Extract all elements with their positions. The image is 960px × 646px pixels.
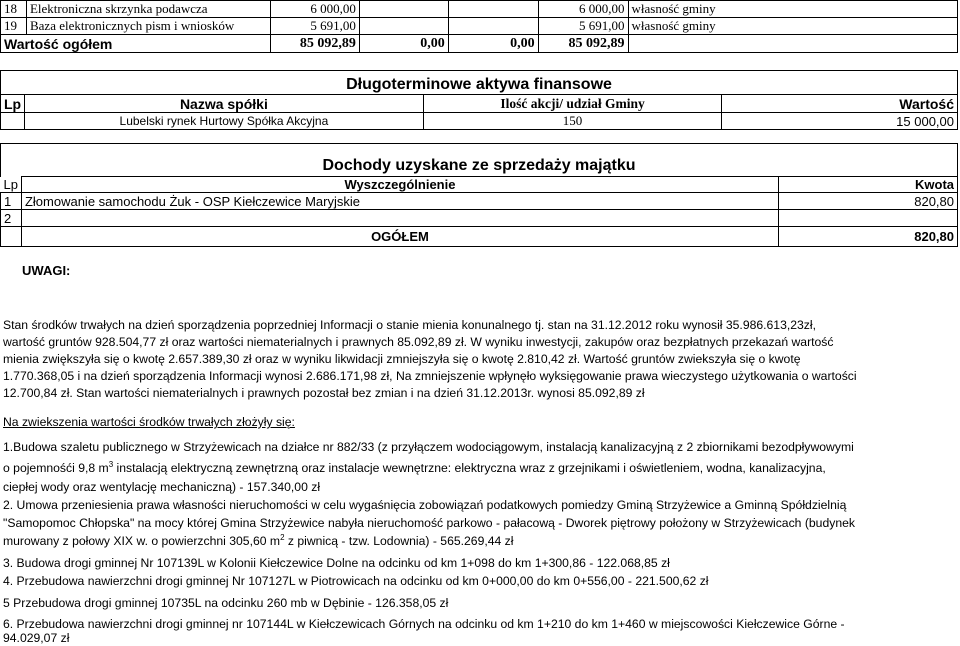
table-row (1, 1, 958, 18)
item-line: ciepłej wody oraz wentylację mechaniczną) - 157.340,00 zł (3, 480, 321, 494)
row-shares: 150 (423, 113, 722, 130)
table-header (1, 177, 958, 193)
notes-paragraph (3, 317, 957, 402)
header-shares: Ilość akcji/ udział Gminy (423, 95, 722, 113)
increase-item-3: 3. Budowa drogi gminnej Nr 107139L w Kolonii Kiełczewice Dolne na odcinku od km 1+098 do km 1+300,86 - 122.068,85 zł (3, 556, 670, 570)
total-v1: 85 092,89 (270, 35, 359, 53)
row-value: 15 000,00 (722, 113, 958, 130)
row-desc: Złomowanie samochodu Żuk - OSP Kiełczewice Maryjskie (21, 193, 778, 210)
notes-line: mienia zwiększyła się o kwotę 2.657.389,30 zł oraz w wyniku likwidacji zmniejszyła się o kwotę 2.810,42 zł. Wartość gruntów zwiekszyła się o kwotę (3, 352, 801, 366)
financial-assets-title: Długoterminowe aktywa finansowe (1, 71, 958, 95)
total-label: OGÓŁEM (21, 227, 778, 247)
increase-item-6 (3, 617, 957, 645)
row-lp: 2 (1, 210, 22, 227)
row-empty (1, 227, 22, 247)
row-lp: 18 (1, 1, 27, 18)
item-line: 2. Umowa przeniesienia prawa własności nieruchomości w celu wygaśnięcia zobowiązań podatkowych pomiedzy Gminą Strzyżewice a Gminną Spółdzielnią (3, 498, 847, 512)
table-header (1, 95, 958, 113)
row-name: Elektroniczna skrzynka podawcza (26, 1, 270, 18)
item-line: 94.029,07 zł (3, 631, 70, 645)
row-empty (628, 35, 958, 53)
notes-line: Stan środków trwałych na dzień sporządzenia poprzedniej Informacji o stanie mienia konunalnego tj. stan na 31.12.2012 roku wynosił 35.986.613,23zł, (3, 318, 816, 332)
total-row (1, 227, 958, 247)
row-owner: własność gminy (628, 18, 958, 35)
header-lp: Lp (1, 95, 25, 113)
table-row (1, 18, 958, 35)
header-desc: Wyszczególnienie (21, 177, 778, 193)
table-row (1, 113, 958, 130)
row-empty (448, 18, 538, 35)
notes-line: 12.700,84 zł. Stan wartości niematerialnych i prawnych pozostał bez zmian i na dzień 31.12.2013r. wynosi 85.092,89 zł (3, 386, 645, 400)
header-amount: Kwota (778, 177, 957, 193)
notes-line: 1.770.368,05 i na dzień sporządzenia Informacji wynosi 2.686.171,98 zł, Na zmniejszenie wpłynęło wyksięgowanie prawa wieczystego użytkowania o wartości (3, 369, 857, 383)
increase-item-5: 5 Przebudowa drogi gminnej 10735L na odcinku 260 mb w Dębinie - 126.358,05 zł (3, 596, 449, 610)
row-company: Lubelski rynek Hurtowy Spółka Akcyjna (25, 113, 424, 130)
increase-heading: Na zwiekszenia wartości środków trwałych złożyły się: (3, 415, 295, 429)
row-empty (448, 1, 538, 18)
total-v4: 85 092,89 (538, 35, 628, 53)
row-value-end: 6 000,00 (538, 1, 628, 18)
item-line: o pojemnośći 9,8 $m^3$ instalacją elektryczną zewnętrzną oraz instalacje wewnętrzne: elektryczna wraz z grzejnikami i oświetleniem, wodna, kanalizacyjna, (3, 459, 826, 475)
row-value: 5 691,00 (270, 18, 359, 35)
header-company: Nazwa spółki (25, 95, 424, 113)
row-desc (21, 210, 778, 227)
total-v3: 0,00 (448, 35, 538, 53)
row-name: Baza elektronicznych pism i wniosków (26, 18, 270, 35)
row-amount: 820,80 (778, 193, 957, 210)
row-amount (778, 210, 957, 227)
increase-item-4: 4. Przebudowa nawierzchni drogi gminnej Nr 107127L w Piotrowicach na odcinku od km 0+000,00 do km 0+556,00 - 221.500,62 zł (3, 574, 709, 588)
row-value-end: 5 691,00 (538, 18, 628, 35)
notes-label: UWAGI: (22, 263, 71, 278)
row-empty (359, 1, 448, 18)
item-line: 6. Przebudowa nawierzchni drogi gminnej nr 107144L w Kiełczewicach Górnych na odcinku od km 1+210 do km 1+460 w miejscowości Kiełczewice Górne - (3, 617, 845, 631)
table-row (1, 193, 958, 210)
total-row (1, 35, 958, 53)
sales-income-table (0, 143, 958, 247)
row-owner: własność gminy (628, 1, 958, 18)
total-label: Wartość ogółem (1, 35, 271, 53)
increase-item-1 (3, 438, 957, 497)
row-value: 6 000,00 (270, 1, 359, 18)
total-amount: 820,80 (778, 227, 957, 247)
item-line: "Samopomoc Chłopska" na mocy której Gmina Strzyżewice nabyła nieruchomość parkowo - pałacową - Dworek piętrowy położony w Strzyżewicach (budynek (3, 516, 855, 530)
table-row (1, 210, 958, 227)
header-lp: Lp (3, 176, 18, 192)
fixed-assets-table (0, 0, 958, 53)
item-line: murowany z połowy XIX w. o powierzchni 305,60 $m^2$ z piwnicą - tzw. Lodownia) - 565.269,44 zł (3, 532, 514, 548)
notes-line: wartość gruntów 928.504,77 zł oraz wartości niematerialnych i prawnych 85.092,89 zł. W wyniku inwestycji, zakupów oraz bezpłatnych przekazań wartość (3, 335, 834, 349)
row-lp (1, 113, 25, 130)
row-empty (359, 18, 448, 35)
total-v2: 0,00 (359, 35, 448, 53)
financial-assets-table (0, 70, 958, 130)
item-line: 1.Budowa szaletu publicznego w Strzyżewicach na działce nr 882/33 (z przyłączem wodociągowym, instalacją kanalizacyjną z 2 zbiornikami bezodpływowymi (3, 440, 854, 454)
increase-item-2 (3, 496, 957, 550)
sales-income-title: Dochody uzyskane ze sprzedaży majątku (1, 144, 958, 177)
header-value: Wartość (722, 95, 958, 113)
row-lp: 1 (1, 193, 22, 210)
row-lp: 19 (1, 18, 27, 35)
